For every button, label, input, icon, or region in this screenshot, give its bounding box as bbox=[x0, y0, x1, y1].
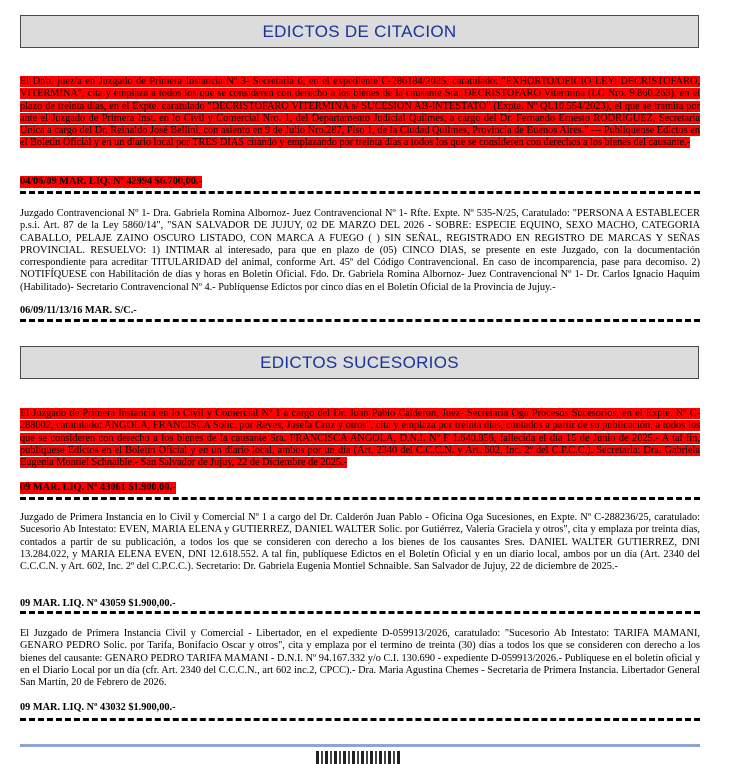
edict-tag: 09 MAR. LIQ. Nº 43032 $1.900,00.- bbox=[20, 702, 176, 713]
edict-citacion-1 bbox=[20, 76, 700, 150]
edict-body: Juzgado de Primera Instancia en lo Civil y Comercial Nº 1 a cargo del Dr. Calderón Juan Pablo - Oficina Oga Sucesiones, en Expte. Nº C-288236/25, caratulado: Sucesorio Ab Intestato: EVEN, MARIA ELENA y GUTIERREZ, DANIEL WALTER Solic. por Gutiérrez, Valeria Graciela y otros", cita y emplaza por treinta días, contados a partir de su publicación, a todos los que se consideren con derecho a los bienes de los causantes Sres. DANIEL WALTER GUTIERREZ, DNI 13.284.022, y MARIA ELENA EVEN, DNI 12.618.552. A tal fin, publíquese Edictos en el Boletín Oficial y en un diario local, ambos por un día (Art. 2340 del C.C.C.N. y Art. 602, Inc. 2º del C.P.C.C.). Secretario: Dr. Gabriela Eugenia Montiel Schnaible. San Salvador de Jujuy, 22 de diciembre de 2025.- bbox=[20, 512, 700, 573]
edict-tag: 06/09/11/13/16 MAR. S/C.- bbox=[20, 305, 137, 316]
dashed-divider bbox=[20, 497, 700, 500]
dashed-divider bbox=[20, 191, 700, 194]
qr-code-icon bbox=[316, 751, 402, 764]
edict-tag: 09 MAR. LIQ. Nº 43059 $1.900,00.- bbox=[20, 598, 176, 609]
dashed-divider bbox=[20, 611, 700, 614]
edict-body: El Juzgado de Primera Instancia Civil y Comercial - Libertador, en el expediente D-059913/2026, caratulado: "Sucesorio Ab Intestato: TARIFA MAMANI, GENARO PEDRO Solic. por Tarifa, Bonifacio Oscar y otros", cita y emplaza por el termino de treinta (30) días a todos los que se consideren con derecho a los bienes del causante: GENARO PEDRO TARIFA MAMANI - D.N.I. Nº 94.167.332 y/o C.I. 130.690 - expediente D-059913/2026.- Publíquese en el boletín oficial y en el Diario Local por un día (cfr. Art. 2340 del C.C.C.N., art 602 inc.2, CPCC).- Dra. Maria Agustina Chemes - Secretaria de Primera Instancia. Libertador General San Martín, 20 de Febrero de 2026. bbox=[20, 628, 700, 689]
edict-sucesorio-3 bbox=[20, 628, 700, 689]
edict-body: El Dr/a. juez/a en Juzgado de Primera Instancia Nº 3- Secretaria 6, en el expediente C-286184/2025, caratulado: "EXHORTO/OFICIO LEY: DECRISTOFARO, VITERMINA", cita y emplaza a todos los que se consideren con derecho a los bienes de la causante Sra. DECRISTOFARO Vitermina (LC Nro. 9.860.263), en el plazo de treinta días, en el Expte. caratulado "DECRISTOFARO VITERMINA s/ SUCESION AB-INTESTATO" (Expte. Nº QL10.554/2023), el que se tramita por ante el Juzgado de Primera Inst. en lo Civil y Comercial Nro. 1, del Departamento Judicial Quilmes, a cargo del Dr. Fernando Ernesto RODRIGUEZ, Secretaria Unica a cargo del Dr. Reinaldo José Bellini, con asiento en 9 de Julio Nro.287, Piso 1, de la Ciudad Quilmes, Provincia de Buenos Aires." --- Publíquense Edictos en el Boletín Oficial y en un diario local por TRES DIAS citando y emplazando por treinta días a todos los que se consideren con derechos a los bienes del causante.- bbox=[20, 76, 700, 149]
edict-citacion-2 bbox=[20, 208, 700, 294]
dashed-divider bbox=[20, 319, 700, 322]
section-title: EDICTOS DE CITACION bbox=[262, 21, 457, 41]
footer-rule bbox=[20, 744, 700, 747]
edict-body: El Juzgado de Primera Instancia en lo Civil y Comercial Nº 1 a cargo del Dr. Juan Pablo Calderon, Juez- Secretaria Oga Procesos Sucesorios, en el Expte. Nº C-288002, caratulado: ANGOLA, FRANCISCA Solic. por Reyes, Josefa Cruz y otros", cita y emplaza por treinta días, contados a partir de su publicación, a todos los que se consideren con derecho a los bienes de la causante Sra. FRANCISCA ANGOLA, D.N.I. Nº F 1.640.856, fallecida el día 15 de Junio de 2025.- A tal fin, publíquese Edictos en el Boletín Oficial y en un diario local, ambos por un día (Art. 2340 del C.C.C.N. y Art. 602, Inc. 2º del C.P.C.C.). Secretaria: Dra. Gabriela Eugenia Montiel Schnaible.- San Salvador de Jujuy, 22 de Diciembre de 2025.- bbox=[20, 408, 700, 469]
edict-tag: 09 MAR. LIQ. Nº 43061 $1.900,00.- bbox=[20, 482, 176, 493]
edict-body: Juzgado Contravencional Nº 1- Dra. Gabriela Romina Albornoz- Juez Contravencional Nº 1- Rfte. Expte. Nº 535-N/25, Caratulado: "PERSONA A ESTABLECER p.s.i. Art. 87 de la Ley 5860/14", "SAN SALVADOR DE JUJUY, 02 DE MARZO DEL 2026 - SOBRE: ESPECIE EQUINO, SEXO MACHO, CATEGORIA CABALLO, PELAJE ZAINO OSCURO LISTADO, CON MARCA A FUEGO ( ) SIN SEÑAL, REGISTRADO EN REGISTRO DE MARCAS Y SEÑAS PROVINCIAL. RESUELVO: 1) INTIMAR al interesado, para que en plazo de (05) CINCO DIAS, se presente en este Juzgado, con la documentación correspondiente para acreditar TITULARIDAD del animal, conforme Art. 45º del Código Contravencional. En caso de incomparencia, pase para decomiso. 2) NOTIFÍQUESE con Habilitación de días y horas en Boletín Oficial. Fdo. Dr. Gabriela Romina Albornoz- Juez Contravencional Nº 1- Dr. Carlos Ignacio Haquim (Habilitado)- Secretario Contravencional Nº 4.- Publíquense Edictos por cinco días en el Boletín Oficial de la Provincia de Jujuy.- bbox=[20, 208, 700, 293]
section-header-sucesorios bbox=[20, 346, 699, 379]
dashed-divider bbox=[20, 718, 700, 721]
section-header-citacion bbox=[20, 15, 699, 48]
edict-tag: 04/06/09 MAR. LIQ. Nº 42994 $6.700,00.- bbox=[20, 176, 202, 187]
section-title: EDICTOS SUCESORIOS bbox=[260, 352, 459, 372]
edict-sucesorio-1 bbox=[20, 408, 700, 469]
edict-sucesorio-2 bbox=[20, 512, 700, 573]
